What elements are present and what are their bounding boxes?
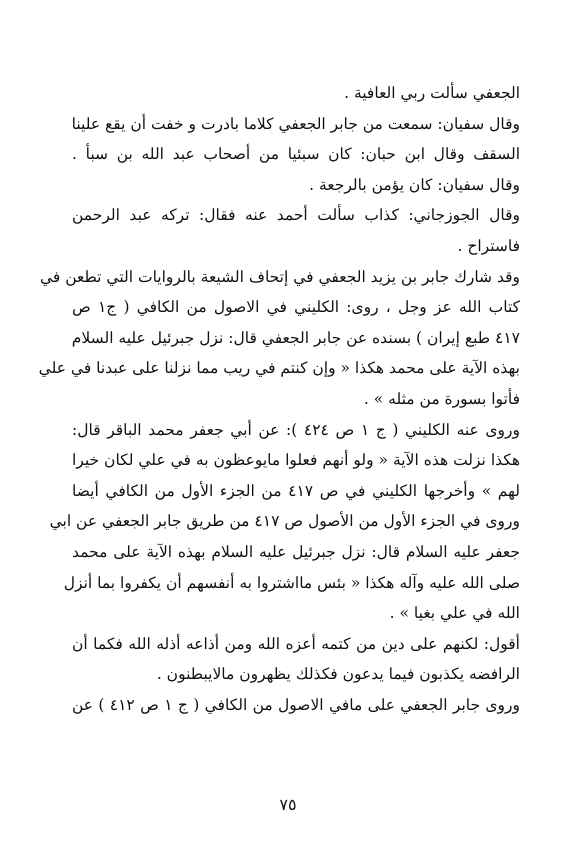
text-line: ٤١٧ طبع إيران ) بسنده عن جابر الجعفي قال: نزل جبرئيل عليه السلام [71,328,520,347]
text-line: أقول: لكنهم على دين من كتمه أعزه الله ومن أذاعه أذله الله فكما أن [72,634,520,653]
text-line: صلى الله عليه وآله هكذا « بئس مااشتروا به أنفسهم أن يكفروا بما أنزل [63,573,520,592]
text-line: الجعفي سألت ربي العافية . [344,84,520,102]
text-line: بهذه الآية على محمد هكذا « وإن كنتم في ريب مما نزلنا على عبدنا في علي [38,359,520,378]
text-line: لهم » وأخرجها الكليني في ص ٤١٧ من الجزء الأول من الكافي أيضا [72,481,520,500]
text-line: وقد شارك جابر بن يزيد الجعفي في إتحاف الشيعة بالروايات التي تطعن في [39,267,520,286]
text-line: وقال سفيان: سمعت من جابر الجعفي كلاما بادرت و خفت أن يقع علينا [71,114,520,133]
text-line: فاستراح . [457,236,520,255]
text-line: كتاب الله عز وجل ، روى: الكليني في الاصول من الكافي ( ج١ ص [72,298,521,317]
text-line: وروى في الجزء الأول من الأصول ص ٤١٧ من طريق جابر الجعفي عن ابي [49,512,520,531]
text-line: وروى عنه الكليني ( ج ١ ص ٤٢٤ ): عن أبي جعفر محمد الباقر قال: [72,420,520,439]
text-line: وروى جابر الجعفي على مافي الاصول من الكافي ( ج ١ ص ٤١٢ ) عن [72,695,521,714]
text-line: جعفر عليه السلام قال: نزل جبرئيل عليه السلام بهذه الآية على محمد [72,542,520,561]
text-line: وقال سفيان: كان يؤمن بالرجعة . [309,175,520,194]
page-number: ٧٥ [279,795,297,814]
text-line: الله في علي بغيا » . [389,604,520,623]
text-line: السقف وقال ابن حبان: كان سبئيا من أصحاب عبد الله بن سبأ . [72,145,520,164]
text-line: الرافضه يكذبون فيما يدعون فكذلك يظهرون مالايبطنون . [156,665,520,684]
text-line: هكذا نزلت هذه الآية « ولو أنهم فعلوا مايوعظون به في علي لكان خيرا [72,451,520,470]
text-line: فأتوا بسورة من مثله » . [363,389,520,408]
body-text [38,78,521,720]
text-line: وقال الجوزجاني: كذاب سألت أحمد عنه فقال: تركه عبد الرحمن [72,206,520,225]
